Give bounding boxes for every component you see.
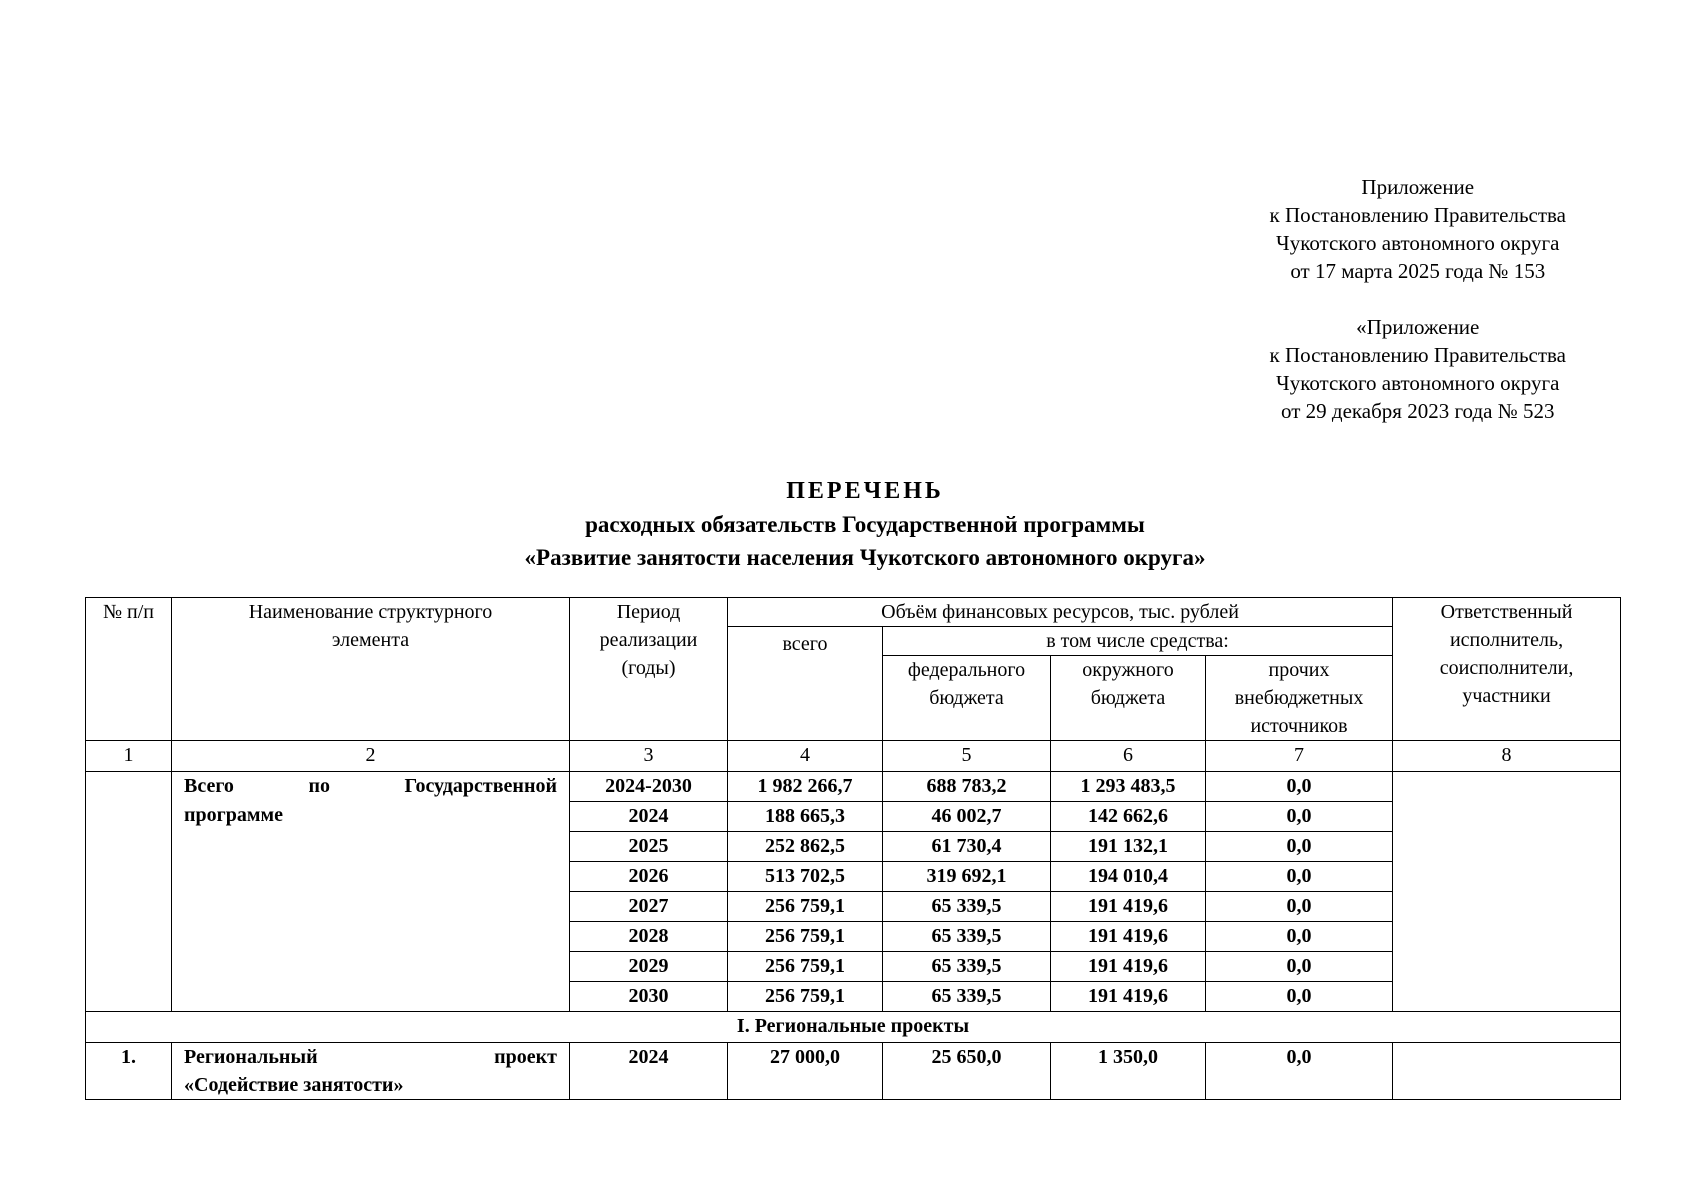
federal-cell: 319 692,1	[883, 862, 1051, 892]
responsible-cell	[1393, 1043, 1621, 1100]
district-cell: 191 132,1	[1051, 832, 1206, 862]
other-cell: 0,0	[1206, 892, 1393, 922]
appendix-previous	[1270, 313, 1566, 425]
section-heading: I. Региональные проекты	[86, 1012, 1621, 1043]
column-number-row	[86, 741, 1621, 772]
federal-cell: 65 339,5	[883, 922, 1051, 952]
title-program-name: «Развитие занятости населения Чукотского автономного округа»	[524, 545, 1206, 570]
total-cell: 256 759,1	[728, 982, 883, 1012]
header-total: всего	[728, 627, 883, 741]
column-number: 8	[1393, 741, 1621, 772]
total-cell: 256 759,1	[728, 892, 883, 922]
responsible-cell	[1393, 772, 1621, 1012]
total-cell: 188 665,3	[728, 802, 883, 832]
period-cell: 2026	[570, 862, 728, 892]
title-subheading: расходных обязательств Государственной программы	[585, 512, 1145, 537]
header-responsible: Ответственный исполнитель, соисполнители, участники	[1393, 598, 1621, 741]
total-cell: 1 982 266,7	[728, 772, 883, 802]
column-number: 5	[883, 741, 1051, 772]
obligations-table	[85, 597, 1621, 1100]
row-num-empty	[86, 772, 172, 1012]
other-cell: 0,0	[1206, 802, 1393, 832]
column-number: 7	[1206, 741, 1393, 772]
table-row	[86, 772, 1621, 802]
total-cell: 27 000,0	[728, 1043, 883, 1100]
other-cell: 0,0	[1206, 1043, 1393, 1100]
column-number: 3	[570, 741, 728, 772]
other-cell: 0,0	[1206, 952, 1393, 982]
appendix-line: от 17 марта 2025 года № 153	[1290, 259, 1546, 283]
period-cell: 2024-2030	[570, 772, 728, 802]
appendix-line: к Постановлению Правительства	[1269, 343, 1566, 367]
row-num: 1.	[86, 1043, 172, 1100]
appendix-current	[1270, 173, 1566, 285]
other-cell: 0,0	[1206, 862, 1393, 892]
period-cell: 2028	[570, 922, 728, 952]
program-total-name-line2: программе	[184, 804, 283, 826]
district-cell: 142 662,6	[1051, 802, 1206, 832]
header-name: Наименование структурного элемента	[172, 598, 570, 741]
appendix-line: «Приложение	[1356, 315, 1480, 339]
period-cell: 2025	[570, 832, 728, 862]
header-num: № п/п	[86, 598, 172, 741]
other-cell: 0,0	[1206, 922, 1393, 952]
header-federal: федерального бюджета	[883, 656, 1051, 741]
appendix-line: к Постановлению Правительства	[1269, 203, 1566, 227]
table-row	[86, 1043, 1621, 1100]
period-cell: 2024	[570, 802, 728, 832]
section-row	[86, 1012, 1621, 1043]
period-cell: 2027	[570, 892, 728, 922]
header-district: окружного бюджета	[1051, 656, 1206, 741]
appendix-line: от 29 декабря 2023 года № 523	[1281, 399, 1555, 423]
federal-cell: 25 650,0	[883, 1043, 1051, 1100]
federal-cell: 61 730,4	[883, 832, 1051, 862]
total-cell: 256 759,1	[728, 952, 883, 982]
header-volume: Объём финансовых ресурсов, тыс. рублей	[728, 598, 1393, 627]
column-number: 4	[728, 741, 883, 772]
column-number: 1	[86, 741, 172, 772]
column-number: 2	[172, 741, 570, 772]
district-cell: 1 350,0	[1051, 1043, 1206, 1100]
appendix-line: Чукотского автономного округа	[1276, 231, 1560, 255]
header-period: Период реализации (годы)	[570, 598, 728, 741]
column-number: 6	[1051, 741, 1206, 772]
total-cell: 513 702,5	[728, 862, 883, 892]
project-name-line2: «Содействие занятости»	[184, 1074, 404, 1096]
appendix-line: Приложение	[1361, 175, 1475, 199]
header-other: прочих внебюджетных источников	[1206, 656, 1393, 741]
project-name	[172, 1043, 570, 1100]
district-cell: 191 419,6	[1051, 892, 1206, 922]
title-heading: ПЕРЕЧЕНЬ	[786, 478, 944, 504]
federal-cell: 65 339,5	[883, 982, 1051, 1012]
federal-cell: 65 339,5	[883, 892, 1051, 922]
district-cell: 191 419,6	[1051, 952, 1206, 982]
program-total-name	[172, 772, 570, 1012]
total-cell: 252 862,5	[728, 832, 883, 862]
header-row	[86, 598, 1621, 627]
period-cell: 2029	[570, 952, 728, 982]
period-cell: 2030	[570, 982, 728, 1012]
district-cell: 1 293 483,5	[1051, 772, 1206, 802]
total-cell: 256 759,1	[728, 922, 883, 952]
other-cell: 0,0	[1206, 832, 1393, 862]
district-cell: 191 419,6	[1051, 982, 1206, 1012]
federal-cell: 688 783,2	[883, 772, 1051, 802]
appendix-line: Чукотского автономного округа	[1276, 371, 1560, 395]
other-cell: 0,0	[1206, 982, 1393, 1012]
federal-cell: 65 339,5	[883, 952, 1051, 982]
district-cell: 191 419,6	[1051, 922, 1206, 952]
other-cell: 0,0	[1206, 772, 1393, 802]
program-total-name-line1: Всего по Государственной	[184, 775, 557, 797]
document-title	[0, 475, 1698, 574]
federal-cell: 46 002,7	[883, 802, 1051, 832]
district-cell: 194 010,4	[1051, 862, 1206, 892]
project-name-line1: Региональный проект	[184, 1046, 557, 1068]
header-including: в том числе средства:	[883, 627, 1393, 656]
period-cell: 2024	[570, 1043, 728, 1100]
